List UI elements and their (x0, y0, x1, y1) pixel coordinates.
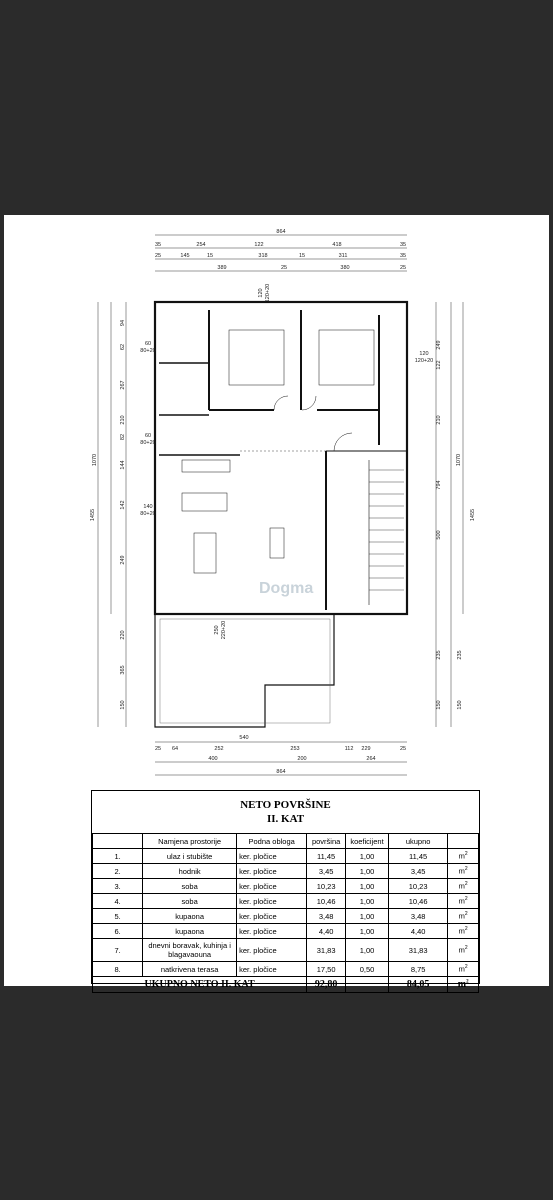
table-row (93, 939, 479, 962)
dimension-label: 15 (206, 253, 214, 259)
row-room: ulaz i stubište (143, 849, 237, 864)
row-coef: 1,00 (346, 894, 389, 909)
row-unit: $m^2$ (448, 924, 479, 939)
row-number: 6. (93, 924, 143, 939)
dimension-label: 794 (436, 480, 442, 490)
row-unit: $m^2$ (448, 879, 479, 894)
window-width-label: 120 (258, 288, 264, 298)
total-sum: 84,05 (388, 977, 447, 993)
dimension-label: 249 (436, 340, 442, 350)
row-total: 4,40 (388, 924, 447, 939)
net-area-table (91, 790, 480, 990)
dimension-label: 82 (120, 433, 126, 441)
col-floor: Podna obloga (237, 834, 307, 849)
total-area: 92,80 (307, 977, 346, 993)
dimension-label: 1455 (470, 508, 476, 522)
total-coef (346, 977, 389, 993)
dimension-label: 142 (120, 500, 126, 510)
dimension-label: 318 (258, 253, 268, 259)
row-room: soba (143, 879, 237, 894)
dimension-label: 25 (154, 746, 162, 752)
dimension-label: 500 (436, 530, 442, 540)
row-area: 4,40 (307, 924, 346, 939)
row-unit: $m^2$ (448, 864, 479, 879)
row-unit: $m^2$ (448, 849, 479, 864)
row-number: 8. (93, 962, 143, 977)
dimension-label: 1070 (456, 453, 462, 467)
row-number: 4. (93, 894, 143, 909)
total-unit: $m^2$ (448, 977, 479, 993)
area-table (92, 833, 479, 993)
col-coef: koeficijent (346, 834, 389, 849)
col-unit (448, 834, 479, 849)
dimension-label: 94 (120, 319, 126, 327)
dimension-label: 25 (280, 265, 288, 271)
dimension-label: 144 (120, 460, 126, 470)
table-row (93, 924, 479, 939)
row-area: 3,48 (307, 909, 346, 924)
row-number: 5. (93, 909, 143, 924)
floor-plan (4, 215, 549, 780)
window-height-label: 220+20 (221, 620, 227, 640)
window-width-label: 60 (144, 341, 152, 347)
dimension-label: 145 (180, 253, 190, 259)
watermark: Dogma (259, 580, 314, 597)
row-floor: ker. pločice (237, 879, 307, 894)
table-subtitle: II. KAT (266, 813, 305, 825)
dimension-label: 25 (154, 253, 162, 259)
window-height-label: 80+20 (140, 511, 156, 517)
dimension-label: 150 (120, 700, 126, 710)
dimension-label: 35 (154, 242, 162, 248)
dimension-label: 864 (276, 769, 286, 775)
row-floor: ker. pločice (237, 864, 307, 879)
row-unit: $m^2$ (448, 962, 479, 977)
row-coef: 1,00 (346, 909, 389, 924)
col-area: površina (307, 834, 346, 849)
row-room: dnevni boravak, kuhinja i blagavaouna (143, 939, 237, 962)
dimension-label: 252 (214, 746, 224, 752)
dimension-label: 200 (297, 756, 307, 762)
table-row (93, 894, 479, 909)
row-floor: ker. pločice (237, 909, 307, 924)
dimension-label: 220 (120, 630, 126, 640)
row-unit: $m^2$ (448, 894, 479, 909)
col-room: Namjena prostorije (143, 834, 237, 849)
col-number (93, 834, 143, 849)
table-row (93, 909, 479, 924)
row-coef: 1,00 (346, 924, 389, 939)
row-area: 17,50 (307, 962, 346, 977)
total-row (93, 977, 479, 993)
dimension-label: 365 (120, 665, 126, 675)
row-total: 3,45 (388, 864, 447, 879)
dimension-label: 64 (171, 746, 179, 752)
window-width-label: 250 (214, 625, 220, 635)
row-coef: 1,00 (346, 939, 389, 962)
row-area: 3,45 (307, 864, 346, 879)
row-room: kupaona (143, 909, 237, 924)
row-floor: ker. pločice (237, 939, 307, 962)
dimension-label: 62 (120, 343, 126, 351)
row-area: 10,46 (307, 894, 346, 909)
dimension-label: 540 (239, 735, 249, 741)
window-height-label: 80+20 (140, 348, 156, 354)
dimension-label: 380 (340, 265, 350, 271)
dimension-label: 122 (436, 360, 442, 370)
row-floor: ker. pločice (237, 924, 307, 939)
dimension-label: 15 (298, 253, 306, 259)
table-row (93, 864, 479, 879)
dimension-label: 210 (436, 415, 442, 425)
table-header-row (93, 834, 479, 849)
dimension-label: 235 (436, 650, 442, 660)
row-unit: $m^2$ (448, 909, 479, 924)
dimension-label: 112 (344, 746, 354, 752)
dimension-label: 864 (276, 229, 286, 235)
table-row (93, 849, 479, 864)
dimension-label: 311 (338, 253, 348, 259)
row-floor: ker. pločice (237, 962, 307, 977)
row-room: hodnik (143, 864, 237, 879)
dimension-label: 229 (361, 746, 371, 752)
dimension-label: 25 (399, 746, 407, 752)
total-label: UKUPNO NETO II. KAT (93, 977, 307, 993)
row-unit: $m^2$ (448, 939, 479, 962)
window-width-label: 120 (419, 351, 429, 357)
row-total: 8,75 (388, 962, 447, 977)
row-coef: 1,00 (346, 864, 389, 879)
dimension-label: 25 (399, 265, 407, 271)
row-floor: ker. pločice (237, 849, 307, 864)
dimension-label: 35 (399, 253, 407, 259)
row-coef: 0,50 (346, 962, 389, 977)
row-total: 10,46 (388, 894, 447, 909)
row-area: 11,45 (307, 849, 346, 864)
dimension-label: 235 (457, 650, 463, 660)
row-number: 7. (93, 939, 143, 962)
dimension-label: 150 (436, 700, 442, 710)
dimension-label: 150 (457, 700, 463, 710)
dimension-label: 249 (120, 555, 126, 565)
dimension-label: 1070 (92, 453, 98, 467)
dimension-label: 389 (217, 265, 227, 271)
dimension-label: 264 (366, 756, 376, 762)
table-row (93, 962, 479, 977)
row-total: 10,23 (388, 879, 447, 894)
window-width-label: 60 (144, 433, 152, 439)
dimension-label: 400 (208, 756, 218, 762)
table-row (93, 879, 479, 894)
dimension-label: 253 (290, 746, 300, 752)
window-height-label: 120+20 (265, 283, 271, 303)
dimension-label: 418 (332, 242, 342, 248)
window-height-label: 80+20 (140, 440, 156, 446)
row-room: natkrivena terasa (143, 962, 237, 977)
dimension-label: 254 (196, 242, 206, 248)
col-total: ukupno (388, 834, 447, 849)
row-number: 2. (93, 864, 143, 879)
row-number: 1. (93, 849, 143, 864)
dimension-label: 122 (254, 242, 264, 248)
row-area: 31,83 (307, 939, 346, 962)
drawing-sheet (4, 215, 549, 990)
row-number: 3. (93, 879, 143, 894)
row-room: soba (143, 894, 237, 909)
row-total: 11,45 (388, 849, 447, 864)
row-coef: 1,00 (346, 849, 389, 864)
dimension-label: 210 (120, 415, 126, 425)
dimension-label: 267 (120, 380, 126, 390)
row-area: 10,23 (307, 879, 346, 894)
row-room: kupaona (143, 924, 237, 939)
dimension-label: 35 (399, 242, 407, 248)
window-width-label: 140 (143, 504, 153, 510)
dimension-label: 1455 (90, 508, 96, 522)
window-height-label: 120+20 (414, 358, 434, 364)
table-title: NETO POVRŠINE (240, 799, 331, 811)
row-total: 3,48 (388, 909, 447, 924)
row-total: 31,83 (388, 939, 447, 962)
row-coef: 1,00 (346, 879, 389, 894)
row-floor: ker. pločice (237, 894, 307, 909)
